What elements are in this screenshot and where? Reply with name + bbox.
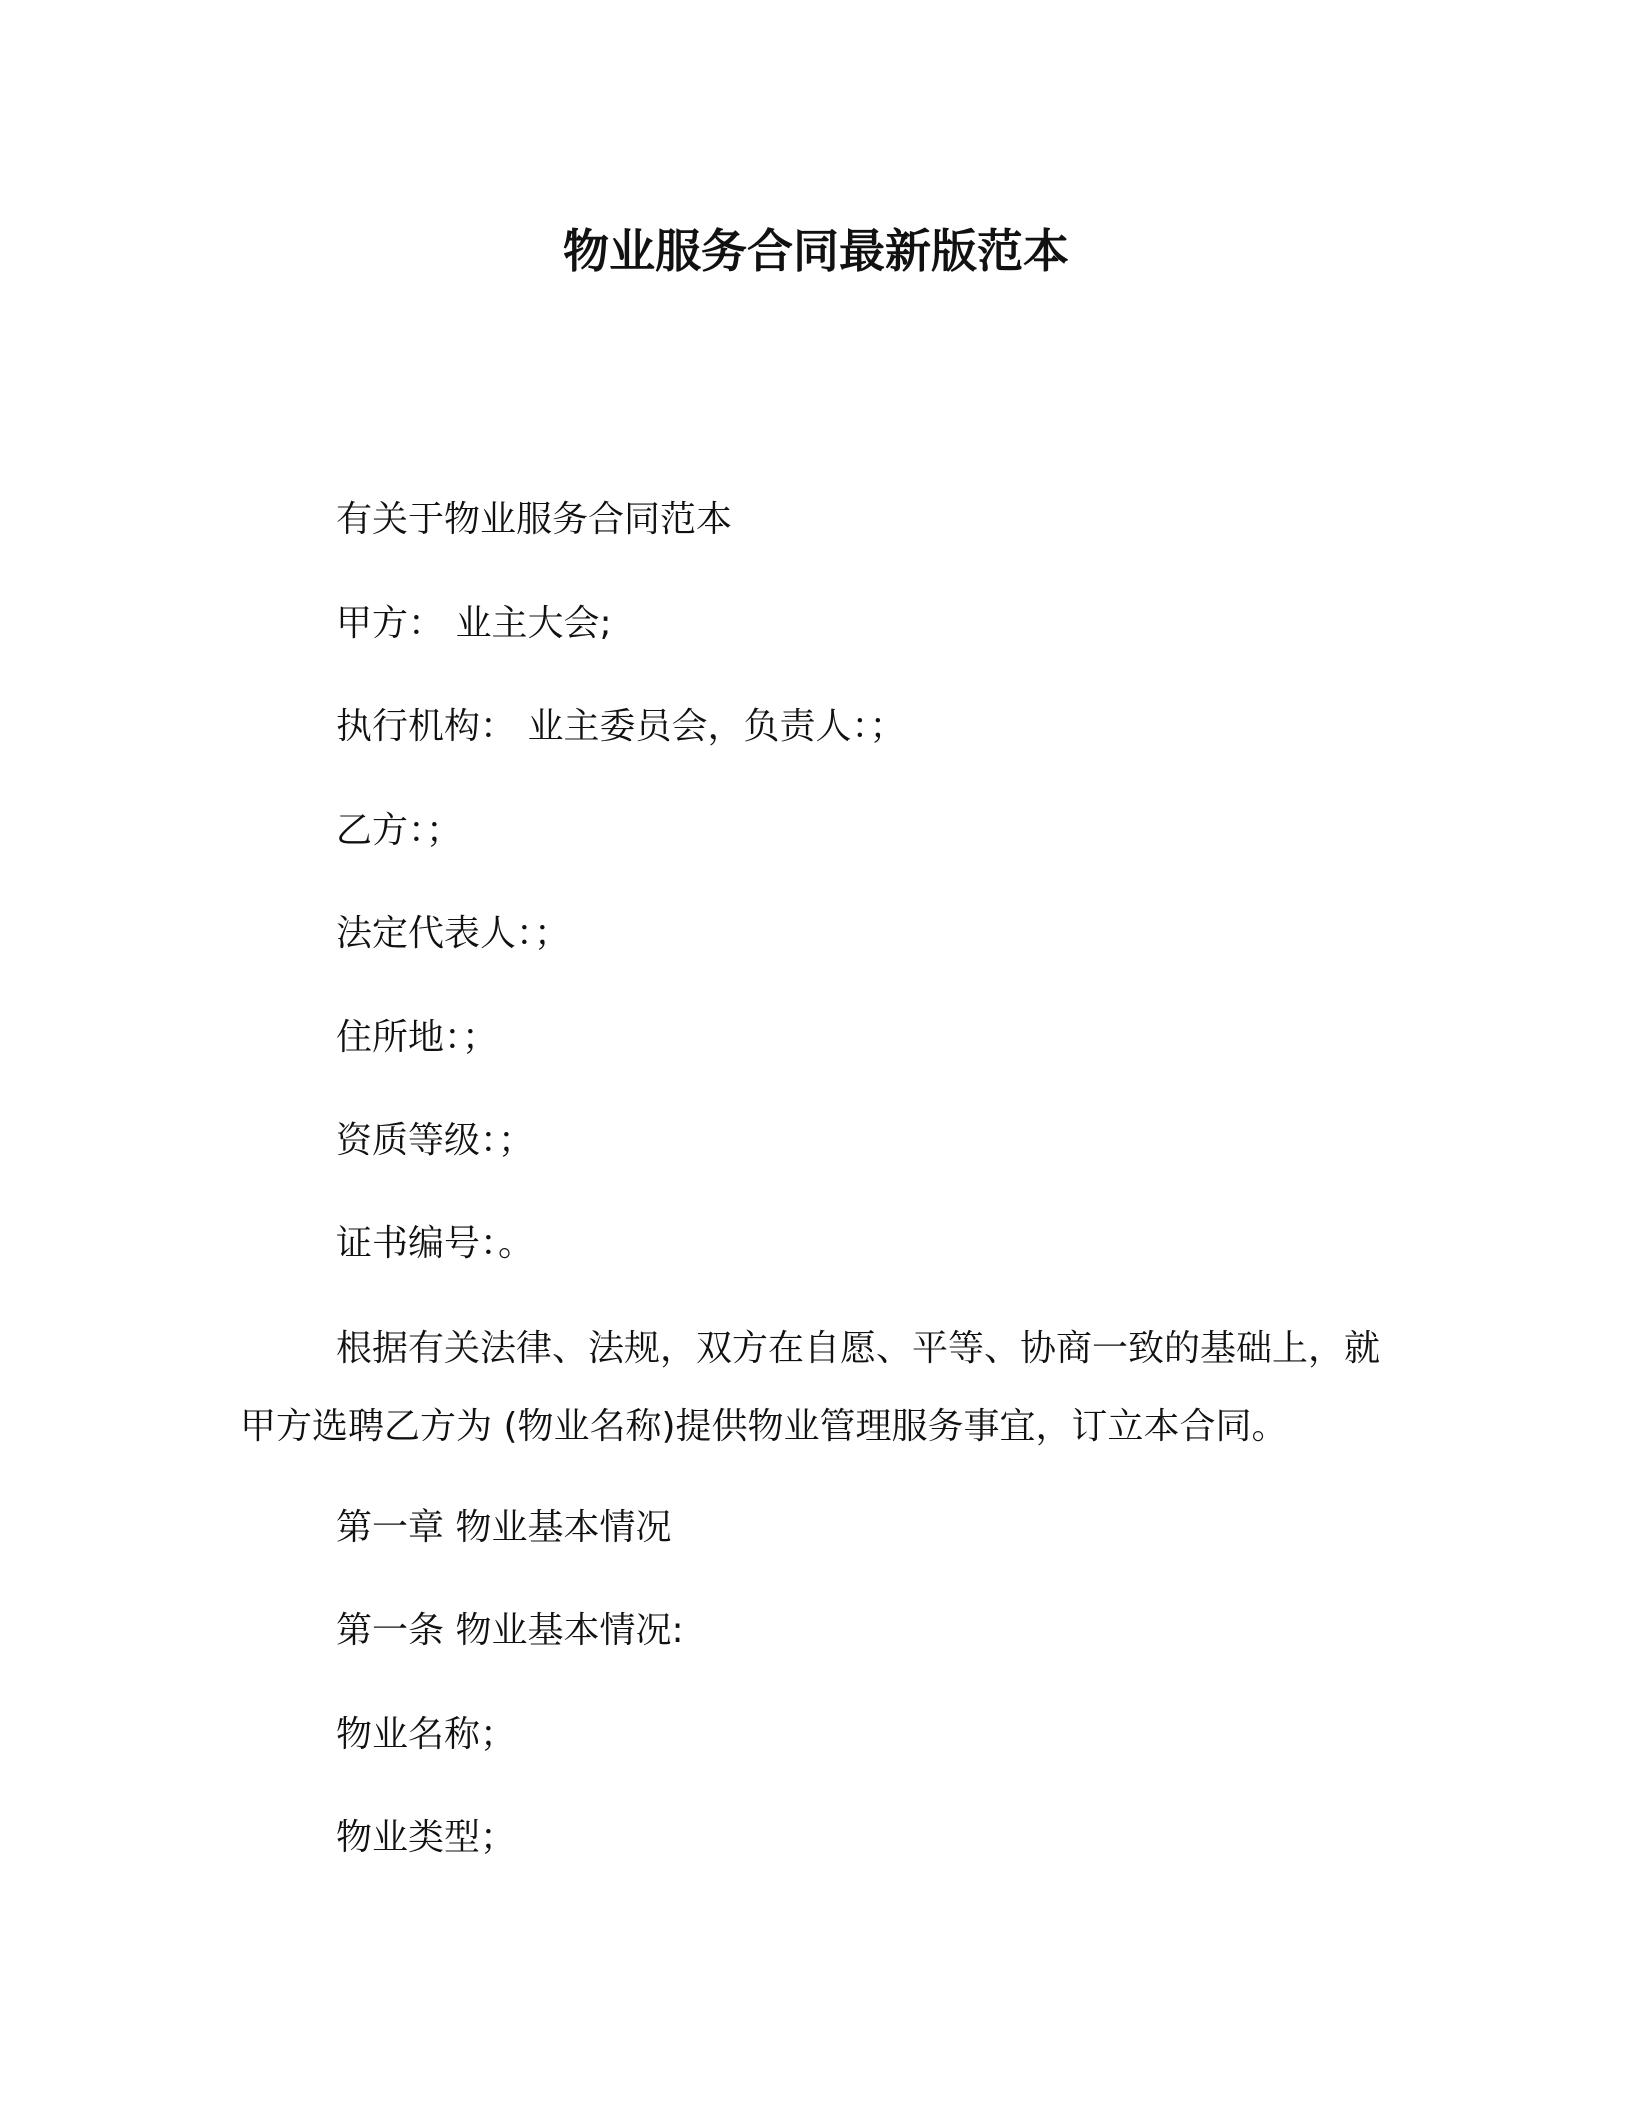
field-property-type: 物业类型； [336, 1817, 517, 1858]
document-title: 物业服务合同最新版范本 [563, 224, 1069, 278]
paragraph-subtitle: 有关于物业服务合同范本 [336, 499, 733, 540]
article-heading: 第一条 物业基本情况: [336, 1610, 684, 1651]
paragraph-certificate-number: 证书编号：。 [336, 1223, 535, 1264]
paragraph-party-b: 乙方：； [336, 810, 463, 851]
paragraph-executive-body: 执行机构： 业主委员会，负责人：； [336, 706, 906, 747]
paragraph-address: 住所地：； [336, 1017, 499, 1058]
paragraph-intro: 根据有关法律、法规，双方在自愿、平等、协商一致的基础上，就甲方选聘乙方为 (物业名称)提供物业管理服务事宜，订立本合同。 [240, 1328, 1381, 1447]
field-property-name: 物业名称； [336, 1714, 517, 1755]
chapter-heading: 第一章 物业基本情况 [336, 1507, 672, 1548]
paragraph-qualification-level: 资质等级：； [336, 1120, 535, 1161]
paragraph-legal-representative: 法定代表人：； [336, 913, 571, 954]
paragraph-party-a: 甲方： 业主大会; [336, 603, 612, 644]
